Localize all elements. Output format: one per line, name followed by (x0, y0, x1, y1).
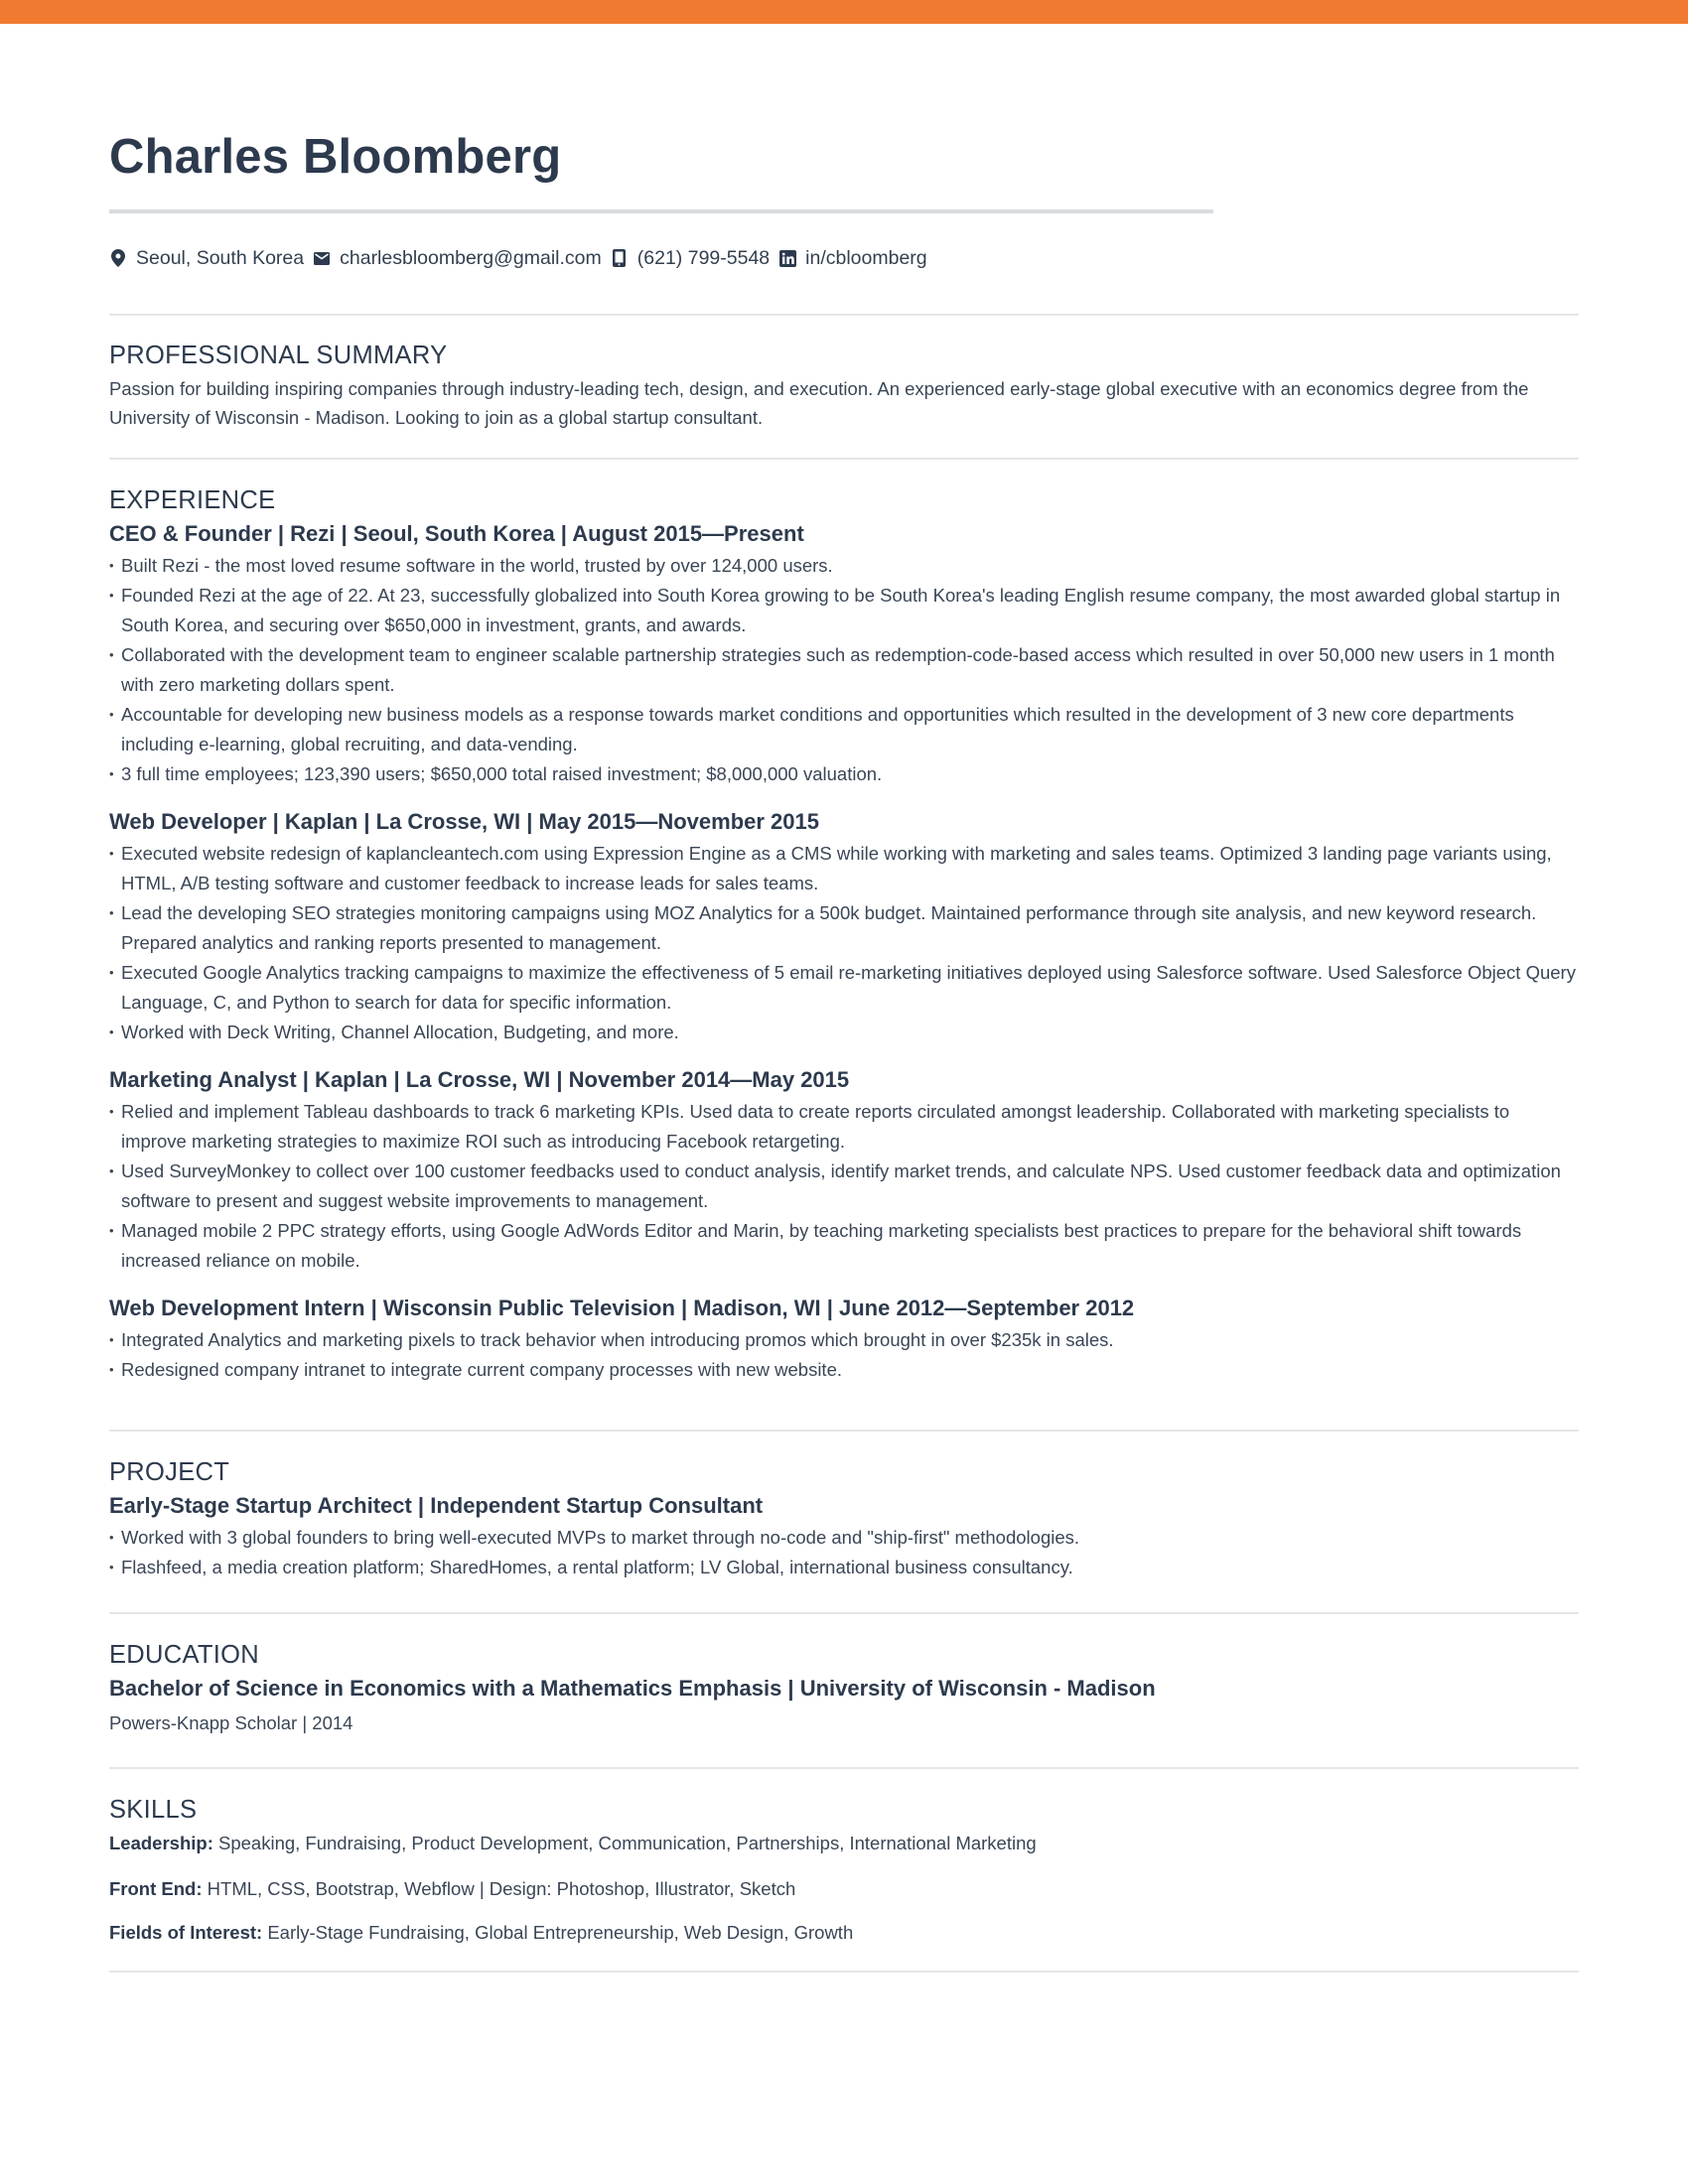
list-item: • Used SurveyMonkey to collect over 100 customer feedbacks used to conduct analysis, identify market trends, and calculate NPS. Used customer feedback data and optimization software to present and suggest website improvements to management. (109, 1157, 1579, 1216)
linkedin-icon (778, 249, 796, 267)
skills-title: SKILLS (109, 1796, 198, 1824)
job-heading: CEO & Founder | Rezi | Seoul, South Korea | August 2015—Present (109, 521, 804, 546)
list-item: • Managed mobile 2 PPC strategy efforts, using Google AdWords Editor and Marin, by teaching marketing specialists best practices to prepare for the behavioral shift towards increased reliance on mobile. (109, 1216, 1579, 1276)
list-item: • Executed website redesign of kaplancleantech.com using Expression Engine as a CMS while working with marketing and sales teams. Optimized 3 landing page variants using, HTML, A/B testing software and customer feedback to increase leads for sales teams. (109, 839, 1579, 898)
experience-section (109, 484, 1579, 1385)
list-item: • Lead the developing SEO strategies monitoring campaigns using MOZ Analytics for a 500k budget. Maintained performance through site analysis, and new keyword research. Prepared analytics and ranking reports presented to management. (109, 898, 1579, 958)
job-entry (109, 519, 1579, 789)
education-degree: Bachelor of Science in Economics with a Mathematics Emphasis | University of Wisconsin - Madison (109, 1676, 1156, 1701)
skill-label: Leadership: (109, 1833, 213, 1853)
education-section (109, 1639, 1579, 1738)
job-entry (109, 1065, 1579, 1276)
skills-section (109, 1794, 1579, 1948)
skill-value: Early-Stage Fundraising, Global Entrepreneurship, Web Design, Growth (262, 1922, 854, 1943)
location-pin-icon (109, 249, 127, 267)
job-bullets (109, 839, 1579, 1047)
job-bullets (109, 1325, 1579, 1385)
divider (109, 1612, 1579, 1614)
list-item: • Integrated Analytics and marketing pixels to track behavior when introducing promos which brought in over $235k in sales. (109, 1325, 1579, 1355)
summary-title: PROFESSIONAL SUMMARY (109, 341, 448, 369)
job-entry (109, 1294, 1579, 1385)
skill-value: HTML, CSS, Bootstrap, Webflow | Design: Photoshop, Illustrator, Sketch (202, 1878, 796, 1899)
contact-email[interactable]: charlesbloomberg@gmail.com (340, 246, 602, 269)
education-detail: Powers-Knapp Scholar | 2014 (109, 1712, 353, 1733)
phone-icon (611, 249, 629, 267)
list-item: • Worked with Deck Writing, Channel Allocation, Budgeting, and more. (109, 1018, 1579, 1047)
envelope-icon (313, 249, 331, 267)
list-item: • 3 full time employees; 123,390 users; $650,000 total raised investment; $8,000,000 valuation. (109, 759, 1579, 789)
divider (109, 1767, 1579, 1769)
summary-text: Passion for building inspiring companies through industry-leading tech, design, and execution. An experienced early-stage global executive with an economics degree from the University of Wisconsin - Madison. Looking to join as a global startup consultant. (109, 378, 1529, 428)
divider (109, 1430, 1579, 1432)
list-item: • Founded Rezi at the age of 22. At 23, successfully globalized into South Korea growing to be South Korea's leading English resume company, the most awarded global startup in South Korea, and securing over $650,000 in investment, grants, and awards. (109, 581, 1579, 640)
divider (109, 314, 1579, 316)
project-title: PROJECT (109, 1458, 230, 1486)
contact-line (109, 245, 936, 271)
skill-line (109, 1918, 1579, 1948)
accent-top-bar (0, 0, 1688, 24)
education-title: EDUCATION (109, 1641, 259, 1669)
candidate-name: Charles Bloomberg (109, 130, 562, 184)
list-item: • Relied and implement Tableau dashboards to track 6 marketing KPIs. Used data to create reports circulated amongst leadership. Collaborated with marketing specialists to improve marketing strategies to maximize ROI such as introducing Facebook retargeting. (109, 1097, 1579, 1157)
divider (109, 1971, 1579, 1973)
skill-line (109, 1829, 1579, 1858)
name-underline (109, 209, 1213, 213)
job-heading: Web Developer | Kaplan | La Crosse, WI | May 2015—November 2015 (109, 809, 819, 834)
divider (109, 458, 1579, 460)
job-entry (109, 807, 1579, 1047)
skill-value: Speaking, Fundraising, Product Development, Communication, Partnerships, International Marketing (212, 1833, 1037, 1853)
experience-title: EXPERIENCE (109, 486, 276, 514)
contact-phone: (621) 799-5548 (636, 246, 771, 269)
project-section (109, 1456, 1579, 1582)
list-item: • Accountable for developing new business models as a response towards market conditions and opportunities which resulted in the development of 3 new core departments including e-learning, global recruiting, and data-vending. (109, 700, 1579, 759)
project-heading: Early-Stage Startup Architect | Independent Startup Consultant (109, 1493, 764, 1518)
list-item: • Built Rezi - the most loved resume software in the world, trusted by over 124,000 users. (109, 551, 1579, 581)
project-bullets (109, 1523, 1579, 1582)
list-item: • Collaborated with the development team to engineer scalable partnership strategies such as redemption-code-based access which resulted in over 50,000 new users in 1 month with zero marketing dollars spent. (109, 640, 1579, 700)
contact-linkedin[interactable]: in/cbloomberg (805, 246, 927, 269)
list-item: • Executed Google Analytics tracking campaigns to maximize the effectiveness of 5 email re-marketing initiatives deployed using Salesforce software. Used Salesforce Object Query Language, C, and Python to search for data for specific information. (109, 958, 1579, 1018)
skill-label: Fields of Interest: (109, 1922, 263, 1943)
job-heading: Marketing Analyst | Kaplan | La Crosse, WI | November 2014—May 2015 (109, 1067, 850, 1092)
job-bullets (109, 551, 1579, 789)
list-item: • Redesigned company intranet to integrate current company processes with new website. (109, 1355, 1579, 1385)
contact-location: Seoul, South Korea (136, 246, 305, 269)
summary-section (109, 340, 1579, 432)
job-heading: Web Development Intern | Wisconsin Public Television | Madison, WI | June 2012—September 2012 (109, 1296, 1135, 1320)
skill-label: Front End: (109, 1878, 203, 1899)
skill-line (109, 1874, 1579, 1904)
list-item: • Worked with 3 global founders to bring well-executed MVPs to market through no-code and "ship-first" methodologies. (109, 1523, 1579, 1553)
job-bullets (109, 1097, 1579, 1276)
list-item: • Flashfeed, a media creation platform; SharedHomes, a rental platform; LV Global, international business consultancy. (109, 1553, 1579, 1582)
